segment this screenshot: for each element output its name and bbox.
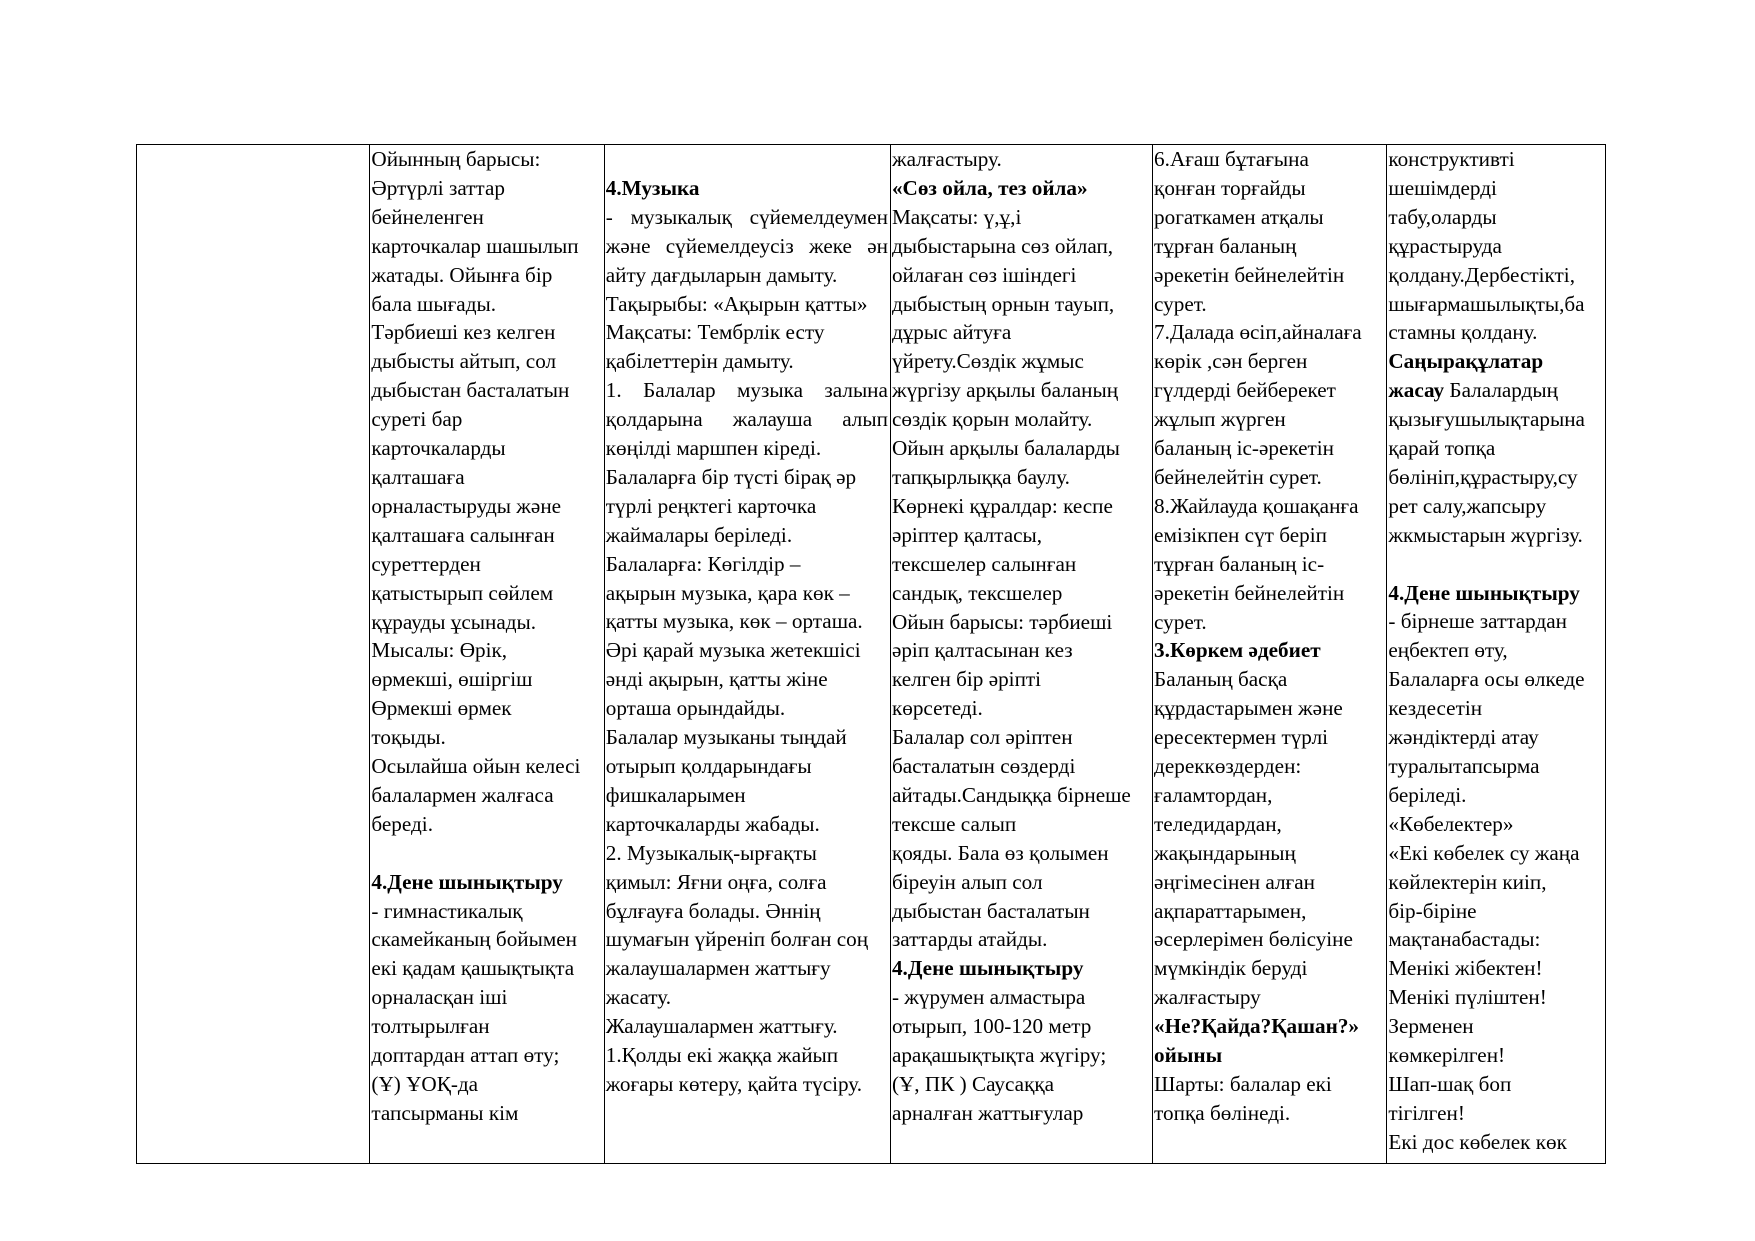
cell-text-line: Зерменен	[1388, 1014, 1474, 1039]
cell-text-line: Өрмекші өрмек	[371, 696, 512, 721]
cell-text-line: 6.Ағаш бұтағына	[1154, 147, 1309, 171]
cell-text-line: тапқырлыққа баулу.	[891, 464, 1070, 489]
cell-text-line: жақындарының	[1154, 840, 1296, 865]
cell-text-line: жасау Балалардың	[1388, 378, 1558, 403]
cell-text-line: Әртүрлі заттар	[371, 175, 505, 200]
cell-text-line: Шарты: балалар екі	[1154, 1072, 1332, 1096]
lesson-plan-table	[136, 144, 1606, 1164]
cell-text-line: - жүрумен алмастыра	[891, 985, 1086, 1010]
cell-text-line: өрмекші, өшіргіш	[371, 667, 533, 692]
cell-text-line: шешімдерді	[1388, 175, 1497, 200]
cell-text-line: үйрету.Сөздік жұмыс	[891, 349, 1084, 374]
cell-text-line: қимыл: Яғни оңға, солға	[605, 869, 827, 894]
cell-text-line: сурет.	[1154, 291, 1207, 316]
cell-text-line: конструктивті	[1388, 147, 1515, 171]
cell-text-line: бейнеленген	[371, 204, 484, 229]
cell-text-line: қояды. Бала өз қолымен	[891, 840, 1109, 865]
cell-text-line: орналасқан іші	[371, 985, 508, 1010]
cell-text-line: баланың іс-әрекетін	[1154, 436, 1335, 461]
cell-text-line: тұрған баланың іс-	[1154, 551, 1325, 576]
cell-text-line: 1. Балалар музыка залына	[605, 378, 888, 403]
cell-text-line: қалташаға салынған	[371, 522, 555, 547]
cell-text-line: сандық, тексшелер	[891, 580, 1063, 605]
cell-text-line: көрік ,сән берген	[1154, 349, 1308, 374]
cell-text-line: емізікпен сүт беріп	[1154, 522, 1327, 547]
cell-text-line: әсерлерімен бөлісуіне	[1154, 927, 1353, 952]
cell-text-line: ақырын музыка, қара көк –	[605, 580, 850, 605]
cell-text-line	[1388, 550, 1603, 579]
cell-text-line: карточкалар шашылып	[371, 233, 579, 258]
cell-text-line: әнді ақырын, қатты жіне	[605, 667, 828, 692]
cell-text-line: карточкаларды	[371, 436, 506, 461]
cell-text-line: айту дағдыларын дамыту.	[605, 262, 838, 287]
cell-text-line: Ойын барысы: тәрбиеші	[891, 609, 1113, 634]
cell-text-line: тапсырманы кім	[371, 1100, 519, 1125]
cell-text-line: Тәрбиеші кез келген	[371, 320, 556, 345]
cell-text-line: Балалар сол әріптен	[891, 725, 1073, 750]
cell-text-line: қолдарына жалауша алып	[605, 407, 888, 432]
cell-text-line: жкмыстарын жүргізу.	[1388, 522, 1583, 547]
cell-text-line: жалаушалармен жаттығу	[605, 956, 831, 981]
cell-col-3	[890, 145, 1152, 1164]
cell-text-line: қызығушылықтарына	[1388, 407, 1585, 432]
cell-text-line: Көрнекі құралдар: кеспе	[891, 493, 1113, 518]
cell-text-line: көңілді маршпен кіреді.	[605, 436, 822, 461]
cell-text-line: 8.Жайлауда қошақанға	[1154, 493, 1359, 518]
cell-text-line: тексшелер салынған	[891, 551, 1077, 576]
cell-text-line: бейнелейтін сурет.	[1154, 464, 1322, 489]
cell-text-line: көрсетеді.	[891, 696, 983, 721]
cell-text-line: Саңырақұлатар	[1388, 349, 1544, 374]
cell-text-line: орташа орындайды.	[605, 696, 786, 721]
cell-text-line: дыбыстан басталатын	[371, 378, 570, 403]
cell-text-line: суреттерден	[371, 551, 481, 576]
cell-text-line: толтырылған	[371, 1014, 490, 1039]
cell-text-line: жоғары көтеру, қайта түсіру.	[605, 1071, 863, 1096]
cell-text-line: біреуін алып сол	[891, 869, 1043, 894]
cell-text-line: арналған жаттығулар	[891, 1100, 1084, 1125]
cell-text-line: жасату.	[605, 985, 672, 1010]
cell-text-line: Екі дос көбелек көк	[1388, 1129, 1567, 1154]
cell-text-line: жұлып жүрген	[1154, 407, 1286, 432]
cell-text-line: Ойынның барысы:	[371, 147, 541, 171]
cell-text-line: тоқыды.	[371, 725, 446, 750]
cell-text-line: құрауды ұсынады.	[371, 609, 537, 634]
cell-text-line: басталатын сөздерді	[891, 754, 1076, 779]
cell-text-line: (Ұ, ПК ) Саусаққа	[891, 1072, 1055, 1096]
cell-text-line: жалғастыру.	[891, 147, 1002, 171]
cell-text-line: дыбыстарына сөз ойлап,	[891, 233, 1114, 258]
cell-text-line: жаймалары беріледі.	[605, 522, 793, 547]
table-row	[137, 145, 1606, 1164]
cell-text-line: Балаларға осы өлкеде	[1388, 667, 1585, 692]
cell-text-line: шығармашылықты,ба	[1388, 291, 1585, 316]
cell-text-line: Мысалы: Өрік,	[371, 638, 508, 663]
cell-col-5	[1387, 145, 1606, 1164]
cell-text-line: - музыкалық сүйемелдеумен	[605, 204, 888, 229]
cell-text-line: Ойын арқылы балаларды	[891, 436, 1120, 461]
cell-text-line: мақтанабастады:	[1388, 927, 1541, 952]
cell-text-line: 2. Музыкалық-ырғақты	[605, 840, 817, 865]
cell-text-line: әрекетін бейнелейтін	[1154, 580, 1345, 605]
cell-text-line: қабілеттерін дамыту.	[605, 349, 794, 374]
cell-text-line: сөздік қорын молайту.	[891, 407, 1093, 432]
cell-text-line: Менікі жібектен!	[1388, 956, 1543, 981]
cell-text-line: құрастыруда	[1388, 233, 1502, 258]
cell-text-line: отырып қолдарындағы	[605, 754, 812, 779]
cell-text-line: теледидардан,	[1154, 811, 1282, 836]
cell-text-line: рогаткамен атқалы	[1154, 204, 1324, 229]
cell-text-line: Балаларға бір түсті бірақ әр	[605, 464, 857, 489]
cell-text-line: еңбектеп өту,	[1388, 638, 1508, 663]
cell-text-line: көйлектерін киіп,	[1388, 869, 1547, 894]
cell-text-line: 4.Дене шынықтыру	[1388, 580, 1580, 605]
cell-text-line: 1.Қолды екі жаққа жайып	[605, 1043, 839, 1068]
cell-text-line: шумағын үйреніп болған соң	[605, 927, 869, 952]
cell-text-line: орналастыруды және	[371, 493, 562, 518]
cell-text-line: жалғастыру	[1154, 985, 1261, 1010]
cell-text-line: отырып, 100-120 метр	[891, 1014, 1092, 1039]
cell-text-line: Шап-шақ боп	[1388, 1071, 1512, 1096]
cell-text-line: Балалар музыканы тыңдай	[605, 725, 847, 750]
cell-text-line: ойлаған сөз ішіндегі	[891, 262, 1077, 287]
cell-text-line: жатады. Ойынға бір	[371, 262, 553, 287]
cell-text-line: құрдастарымен және	[1154, 696, 1343, 721]
cell-text-line: көмкерілген!	[1388, 1043, 1506, 1068]
cell-text-line: доптардан аттап өту;	[371, 1043, 560, 1068]
cell-text-line: дыбысты айтып, сол	[371, 349, 557, 374]
cell-text-line: ақпараттарымен,	[1154, 898, 1307, 923]
cell-text-line: келген бір әріпті	[891, 667, 1042, 692]
cell-text-line: әріптер қалтасы,	[891, 522, 1043, 547]
cell-text-line: (Ұ) ҰОҚ-да	[371, 1071, 479, 1096]
cell-text-line: кездесетін	[1388, 696, 1483, 721]
cell-col-4	[1153, 145, 1387, 1164]
cell-text-line: Балаларға: Көгілдір –	[605, 551, 801, 576]
cell-text-line: тұрған баланың	[1154, 233, 1297, 258]
cell-text-line: «Көбелектер»	[1388, 811, 1514, 836]
cell-text-line: 7.Далада өсіп,айналаға	[1154, 320, 1362, 345]
cell-text-line: Менікі пүліштен!	[1388, 985, 1547, 1010]
cell-text-line: дыбыстың орнын тауып,	[891, 291, 1115, 316]
cell-text-line: скамейканың бойымен	[371, 927, 578, 952]
cell-text-line: тігілген!	[1388, 1100, 1465, 1125]
cell-text-line: әңгімесінен алған	[1154, 869, 1315, 894]
cell-text-line: ересектермен түрлі	[1154, 725, 1329, 750]
cell-text-line: дереккөздерден:	[1154, 754, 1302, 779]
cell-text-line: «Не?Қайда?Қашан?»	[1154, 1014, 1360, 1039]
cell-text-line: жүргізу арқылы баланың	[891, 378, 1119, 403]
cell-text-line: туралытапсырма	[1388, 754, 1540, 779]
cell-text-line: Жалаушалармен жаттығу.	[605, 1014, 838, 1039]
cell-text-line: 3.Көркем әдебиет	[1154, 638, 1321, 663]
cell-text-line: «Екі көбелек су жаңа	[1388, 840, 1580, 865]
cell-text-line: - гимнастикалық	[371, 898, 523, 923]
cell-text-line: табу,оларды	[1388, 204, 1497, 229]
cell-text-line: ғаламтордан,	[1154, 782, 1273, 807]
cell-text-line: Баланың басқа	[1154, 667, 1288, 692]
cell-text-line: гүлдерді бейберекет	[1154, 378, 1336, 403]
cell-text-line: балалармен жалғаса	[371, 782, 554, 807]
cell-text-line: Мақсаты: Тембрлік есту	[605, 320, 825, 345]
cell-text-line: бала шығады.	[371, 291, 497, 316]
cell-text-line: «Сөз ойла, тез ойла»	[891, 175, 1088, 200]
cell-text-line: қарай топқа	[1388, 436, 1496, 461]
cell-text-line: қатты музыка, көк – орташа.	[605, 609, 863, 634]
cell-text-line: әрекетін бейнелейтін	[1154, 262, 1345, 287]
cell-text-line: ойыны	[1154, 1043, 1223, 1068]
cell-text-line: айтады.Сандыққа бірнеше	[891, 782, 1131, 807]
cell-text-line: 4.Дене шынықтыру	[891, 956, 1084, 981]
cell-text-line: және сүйемелдеусіз жеке ән	[605, 233, 888, 258]
cell-text-line: дұрыс айтуға	[891, 320, 1012, 345]
cell-text-line: бұлғауға болады. Әннің	[605, 898, 821, 923]
cell-text-line: Тақырыбы: «Ақырын қатты»	[605, 291, 868, 316]
cell-text-line: карточкаларды жабады.	[605, 811, 820, 836]
cell-text-line: суреті бар	[371, 407, 463, 432]
cell-text-line: тексше салып	[891, 811, 1017, 836]
cell-text-line: бөлініп,құрастыру,су	[1388, 464, 1578, 489]
cell-col-2	[604, 145, 890, 1164]
cell-text-line: арақашықтықта жүгіру;	[891, 1043, 1107, 1068]
cell-text-line: - бірнеше заттардан	[1388, 609, 1567, 634]
cell-text-line: екі қадам қашықтықта	[371, 956, 575, 981]
cell-text-line: Осылайша ойын келесі	[371, 754, 581, 779]
cell-text-line: стамны қолдану.	[1388, 320, 1538, 345]
cell-text-line: 4.Музыка	[605, 175, 700, 200]
cell-text-line: түрлі реңктегі карточка	[605, 493, 817, 518]
cell-text-line: береді.	[371, 811, 433, 836]
cell-col-0	[137, 145, 370, 1164]
cell-text-line: бір-біріне	[1388, 898, 1477, 923]
cell-text-line: жәндіктерді атау	[1388, 725, 1539, 750]
cell-text-line: топқа бөлінеді.	[1154, 1100, 1291, 1125]
cell-text-line: мүмкіндік беруді	[1154, 956, 1308, 981]
cell-text-line: әріп қалтасынан кез	[891, 638, 1073, 663]
cell-text-line: қолдану.Дербестікті,	[1388, 262, 1575, 287]
cell-text-line: Әрі қарай музыка жетекшісі	[605, 638, 861, 663]
cell-text-line: қалташаға	[371, 464, 465, 489]
cell-text-line: фишкаларымен	[605, 782, 746, 807]
cell-text-line: қонған торғайды	[1154, 175, 1306, 200]
cell-text-line: қатыстырып сөйлем	[371, 580, 554, 605]
cell-text-line	[606, 145, 888, 174]
cell-text-line: Мақсаты: ү,ұ,і	[891, 204, 1022, 229]
cell-text-line: беріледі.	[1388, 782, 1467, 807]
cell-text-line: дыбыстан басталатын	[891, 898, 1090, 923]
cell-text-line: сурет.	[1154, 609, 1207, 634]
cell-text-line: 4.Дене шынықтыру	[371, 869, 563, 894]
cell-col-1	[370, 145, 604, 1164]
cell-text-line	[371, 839, 601, 868]
cell-text-line: рет салу,жапсыру	[1388, 493, 1547, 518]
cell-text-line: заттарды атайды.	[891, 927, 1048, 952]
